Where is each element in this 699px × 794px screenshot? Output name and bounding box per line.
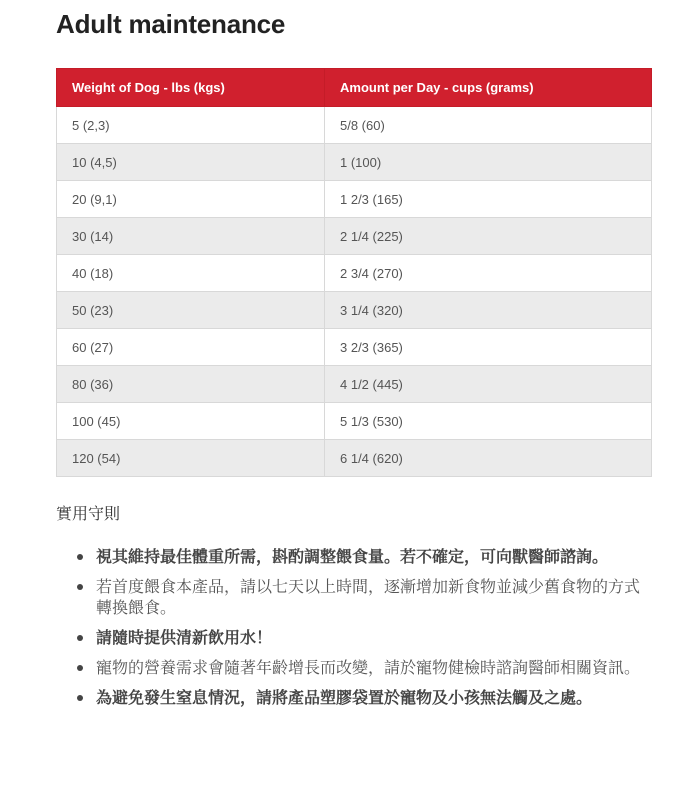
table-row [57, 218, 652, 255]
table-body [57, 107, 652, 477]
table-cell-weight: 100 (45) [57, 403, 325, 440]
table-cell-weight: 60 (27) [57, 329, 325, 366]
bullet-icon [77, 554, 83, 560]
table-row [57, 107, 652, 144]
table-cell-amount: 5/8 (60) [325, 107, 652, 144]
table-row [57, 292, 652, 329]
bullet-icon [77, 584, 83, 590]
list-item-text: 寵物的營養需求會隨著年齡增長而改變，請於寵物健檢時諮詢醫師相關資訊。 [96, 658, 641, 677]
guide-heading: 實用守則 [56, 504, 121, 523]
column-header-weight: Weight of Dog - lbs (kgs) [57, 69, 325, 107]
table-cell-weight: 80 (36) [57, 366, 325, 403]
list-item-text: 為避免發生窒息情況，請將產品塑膠袋置於寵物及小孩無法觸及之處。 [96, 688, 593, 707]
table-cell-weight: 120 (54) [57, 440, 325, 477]
list-item-text: 視其維持最佳體重所需，斟酌調整餵食量。若不確定，可向獸醫師諮詢。 [96, 547, 609, 566]
table-row [57, 329, 652, 366]
list-item [56, 627, 646, 648]
column-header-amount: Amount per Day - cups (grams) [325, 69, 652, 107]
bullet-icon [77, 695, 83, 701]
table-header-row [57, 69, 652, 107]
page-title: Adult maintenance [56, 9, 286, 39]
list-item-text: 若首度餵食本產品，請以七天以上時間，逐漸增加新食物並減少舊食物的方式轉換餵食。 [96, 577, 641, 617]
table-cell-amount: 2 3/4 (270) [325, 255, 652, 292]
guide-list [56, 546, 652, 717]
table-row [57, 255, 652, 292]
table-cell-amount: 4 1/2 (445) [325, 366, 652, 403]
list-item-text: 請隨時提供清新飲用水！ [96, 628, 273, 647]
table-cell-weight: 20 (9,1) [57, 181, 325, 218]
table-cell-amount: 3 2/3 (365) [325, 329, 652, 366]
table-cell-weight: 50 (23) [57, 292, 325, 329]
table-row [57, 440, 652, 477]
bullet-icon [77, 635, 83, 641]
table-cell-amount: 1 (100) [325, 144, 652, 181]
table-row [57, 144, 652, 181]
table-cell-amount: 6 1/4 (620) [325, 440, 652, 477]
table-cell-amount: 2 1/4 (225) [325, 218, 652, 255]
list-item [56, 546, 646, 567]
table-cell-weight: 40 (18) [57, 255, 325, 292]
table-row [57, 403, 652, 440]
table-row [57, 366, 652, 403]
table-cell-amount: 1 2/3 (165) [325, 181, 652, 218]
table-cell-amount: 3 1/4 (320) [325, 292, 652, 329]
table-cell-weight: 10 (4,5) [57, 144, 325, 181]
table-row [57, 181, 652, 218]
table-cell-weight: 5 (2,3) [57, 107, 325, 144]
bullet-icon [77, 665, 83, 671]
table-cell-weight: 30 (14) [57, 218, 325, 255]
feeding-table [56, 68, 652, 477]
list-item [56, 687, 646, 708]
table-cell-amount: 5 1/3 (530) [325, 403, 652, 440]
list-item [56, 576, 646, 618]
list-item [56, 657, 646, 678]
